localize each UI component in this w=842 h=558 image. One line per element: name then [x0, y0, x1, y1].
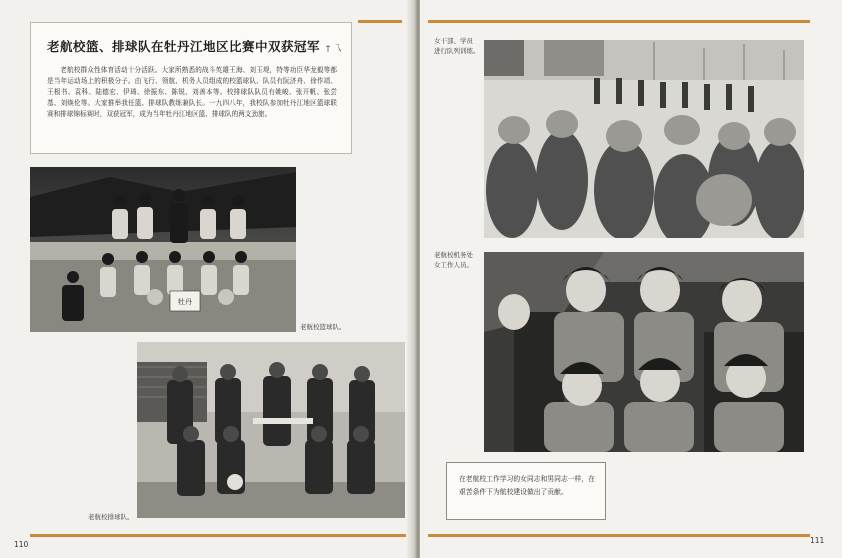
- basketball-team-caption: 老航校篮球队。: [300, 323, 346, 331]
- formation-drill-photo: [484, 40, 804, 238]
- left-page: [0, 0, 414, 558]
- ground-crew-caption-line2: 女工作人员。: [434, 261, 473, 269]
- women-staff-caption: 在老航校工作学习的女同志和男同志一样，在艰苦条件下为航校建设做出了贡献。: [459, 475, 595, 496]
- drill-caption-line1: 女干部、学员: [434, 37, 473, 45]
- basketball-team-image: [30, 167, 296, 332]
- volleyball-team-caption: 老航校排球队。: [88, 513, 134, 521]
- basketball-team-photo: [30, 167, 296, 332]
- page-number-right: 111: [810, 536, 825, 545]
- formation-drill-image: [484, 40, 804, 238]
- article-body: 老航校群众性体育活动十分活跃。大家所熟悉的战斗英雄王海、刘玉堤，特等功臣华龙毅等都是当年运动场上的积极分子。由飞行、领航、机务人员组成的校篮球队、队员有阮济舟、徐作靖、王根书、袁科、陆德宏、伊琦、徐振东、陈锐、刘善本等。校排球队队员有姚峻、张开帆、张尝基、刘焕伦等。大家推举我任篮、排球队教练兼队长。一九四八年，我校队参加牡丹江地区篮球联赛和排球锦标赛时，双获冠军，成为当年牡丹江地区篮、排球队的两支劲旅。: [47, 66, 337, 118]
- bottom-accent-rule-right: [428, 534, 810, 537]
- article-title-text: 老航校篮、排球队在牡丹江地区比赛中双获冠军: [47, 39, 321, 54]
- ground-crew-caption: [434, 250, 473, 270]
- article-text-box: [30, 22, 352, 154]
- drill-caption-line2: 进行队列训练。: [434, 47, 480, 55]
- drill-caption: [434, 36, 480, 56]
- top-accent-rule-right: [428, 20, 810, 23]
- bottom-accent-rule-left: [30, 534, 408, 537]
- title-mark: † 乁: [326, 44, 343, 53]
- ground-crew-women-photo: [484, 252, 804, 452]
- article-title: [47, 37, 343, 55]
- women-staff-caption-box: [446, 462, 606, 520]
- volleyball-team-photo: [137, 342, 405, 518]
- ground-crew-women-image: [484, 252, 804, 452]
- ground-crew-caption-line1: 老航校机务处: [434, 251, 473, 259]
- top-accent-rule-left: [358, 20, 402, 23]
- page-number-left: 110: [14, 540, 29, 549]
- sign-text: 牡丹: [178, 298, 192, 306]
- volleyball-team-image: [137, 342, 405, 518]
